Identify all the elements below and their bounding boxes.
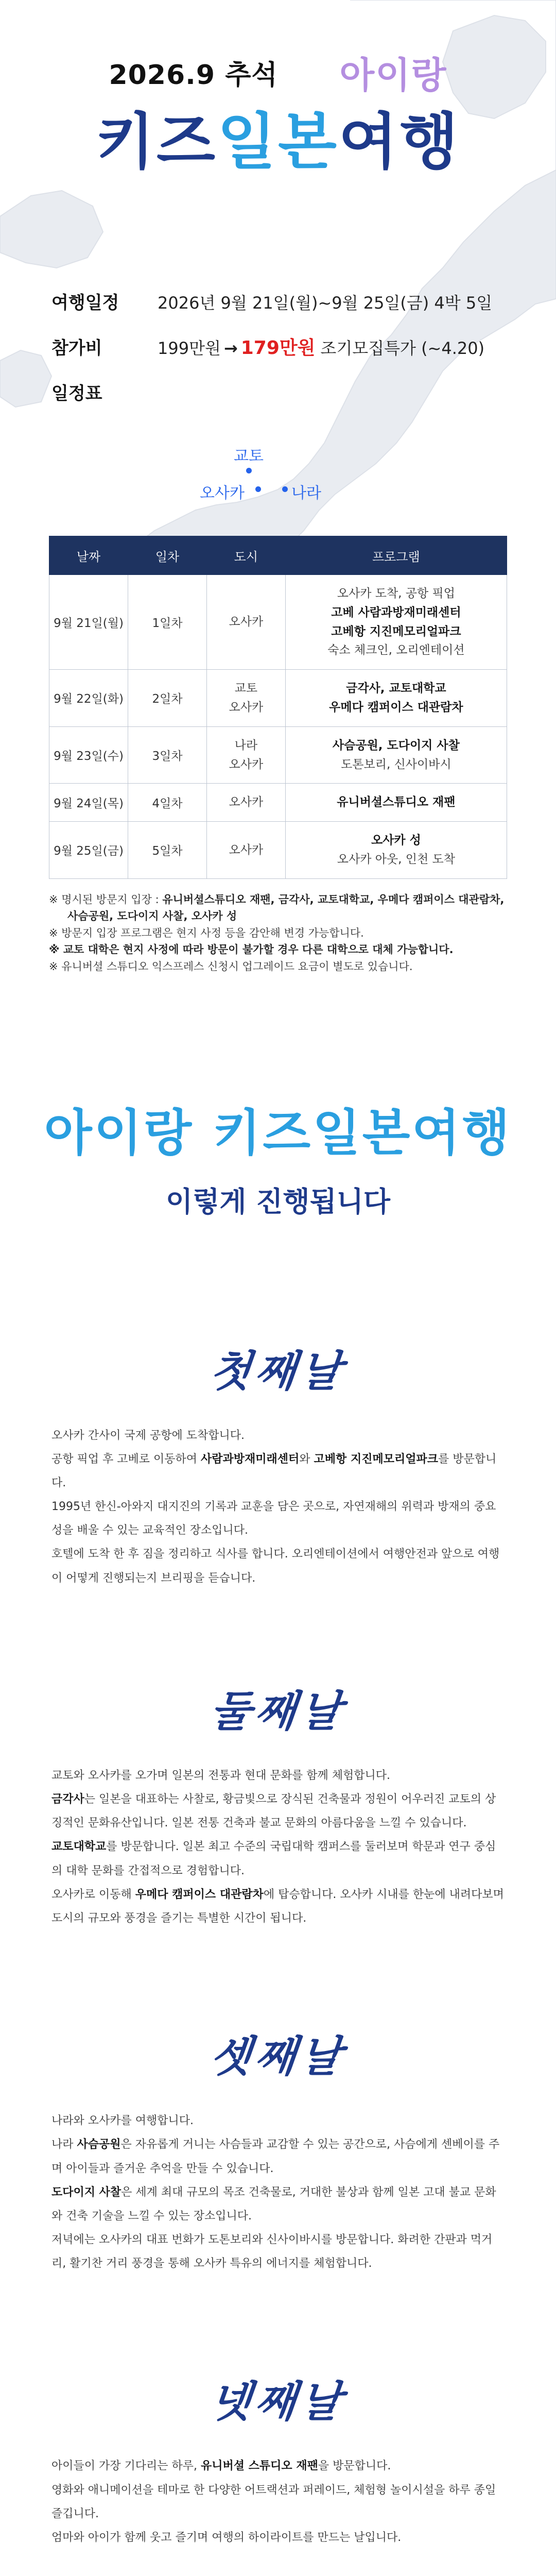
notes xyxy=(49,891,507,975)
schedule-cell-program xyxy=(285,822,507,879)
fee-row xyxy=(51,333,492,360)
day-1-p3: 1995년 한신-아와지 대지진의 기록과 교훈을 담은 곳으로, 자연재해의 위력과 방재의 중요성을 배울 수 있는 교육적인 장소입니다. xyxy=(51,1500,496,1537)
route-map xyxy=(200,443,354,510)
trip-date-title: 2026.9 추석 xyxy=(109,60,278,91)
day-4-p1-end: 을 방문합니다. xyxy=(318,2460,391,2473)
schedule-city-name: 교토 xyxy=(234,682,258,696)
proceed-title: 아이랑 키즈일본여행 xyxy=(44,1104,512,1162)
schedule-program-item: 우메다 캠퍼이스 대관람차 xyxy=(329,700,463,714)
schedule-cell-program xyxy=(285,726,507,784)
hero-section xyxy=(0,0,556,546)
schedule-row xyxy=(49,670,507,727)
day-4-place-usj: 유니버셜 스튜디오 재팬 xyxy=(201,2460,318,2473)
day-1-body xyxy=(51,1424,505,1590)
arrow-icon: → xyxy=(223,338,238,358)
proceed-section-title xyxy=(0,1094,556,1219)
day-4-p1-text: 아이들이 가장 기다리는 하루, xyxy=(51,2460,201,2473)
day-2-place-kyoto-univ: 교토대학교 xyxy=(51,1840,107,1854)
schedule-program-item: 오사카 도착, 공항 픽업 xyxy=(337,587,455,600)
fee-sale-price: 179만원 xyxy=(240,337,316,359)
schedule-program-item: 오사카 아웃, 인천 도착 xyxy=(337,852,455,866)
schedule-city-name: 오사카 xyxy=(229,843,264,857)
day-3-body xyxy=(51,2109,505,2276)
day-3-p2 xyxy=(51,2133,505,2180)
day-4-p2: 영화와 애니메이션을 테마로 한 다양한 어트랙션과 퍼레이드, 체험형 놀이시설을 하루 종일 즐깁니다. xyxy=(51,2483,496,2520)
schedule-cell-city xyxy=(206,822,285,879)
col-header-program: 프로그램 xyxy=(285,536,507,575)
day-2-p3-text: 를 방문합니다. 일본 최고 수준의 국립대학 캠퍼스를 둘러보며 학문과 연구 중심의 대학 문화를 간접적으로 경험합니다. xyxy=(51,1840,496,1877)
day-4-p3: 엄마와 아이가 함께 웃고 즐기며 여행의 하이라이트를 만드는 날입니다. xyxy=(51,2531,402,2544)
schedule-city-name: 오사카 xyxy=(229,757,264,771)
hero-heading xyxy=(67,46,489,176)
main-title-trip: 여행 xyxy=(338,106,460,177)
schedule-row xyxy=(51,289,492,314)
day-3-title: 셋째날 xyxy=(207,2032,348,2082)
schedule-row xyxy=(49,726,507,784)
schedule-cell-city xyxy=(206,726,285,784)
day-4-section xyxy=(51,2368,505,2550)
map-pin-nara-icon xyxy=(282,486,288,492)
day-2-p3 xyxy=(51,1835,505,1883)
day-3-place-deer-park: 사슴공원 xyxy=(77,2138,121,2151)
schedule-city-name: 오사카 xyxy=(229,615,264,629)
day-3-p3 xyxy=(51,2181,505,2228)
col-header-city: 도시 xyxy=(206,536,285,575)
schedule-program-item: 유니버셜스튜디오 재팬 xyxy=(337,795,456,809)
schedule-cell-date: 9월 24일(목) xyxy=(49,784,128,822)
schedule-table-body xyxy=(49,575,507,879)
route-label-nara: 나라 xyxy=(291,484,321,502)
day-2-p4 xyxy=(51,1883,505,1930)
schedule-program-item: 사슴공원, 도다이지 사찰 xyxy=(332,738,460,752)
day-1-place-disaster-center: 사람과방재미래센터 xyxy=(201,1452,300,1466)
note-program-change: ※ 방문지 입장 프로그램은 현지 사정 등을 감안해 변경 가능합니다. xyxy=(49,926,364,939)
schedule-label: 여행일정 xyxy=(51,293,119,313)
day-3-p3-text: 은 세계 최대 규모의 목조 건축물로, 거대한 불상과 함께 일본 고대 불교 문화와 건축 기술을 느낄 수 있는 장소입니다. xyxy=(51,2185,496,2223)
day-1-p2-conj: 와 xyxy=(299,1452,314,1466)
day-4-body xyxy=(51,2454,505,2550)
col-header-day: 일차 xyxy=(128,536,207,575)
day-3-p4: 저녁에는 오사카의 대표 번화가 도톤보리와 신사이바시를 방문합니다. 화려한 간판과 먹거리, 활기찬 거리 풍경을 통해 오사카 특유의 에너지를 체험합니다. xyxy=(51,2233,493,2270)
schedule-program-item: 숙소 체크인, 오리엔테이션 xyxy=(327,643,465,657)
schedule-table xyxy=(49,536,507,879)
day-2-p2-text: 는 일본을 대표하는 사찰로, 황금빛으로 장식된 건축물과 정원이 어우러진 교토의 상징적인 문화유산입니다. 일본 전통 건축과 불교 문화의 아름다움을 느낄 수 있습니다. xyxy=(51,1793,496,1830)
schedule-program-item: 고베항 지진메모리얼파크 xyxy=(331,624,461,638)
day-2-place-kinkakuji: 금각사 xyxy=(51,1793,84,1806)
schedule-table-header xyxy=(49,536,507,575)
schedule-program-item: 고베 사람과방재미래센터 xyxy=(331,605,461,619)
schedule-cell-date: 9월 21일(월) xyxy=(49,575,128,670)
col-header-date: 날짜 xyxy=(49,536,128,575)
day-1-place-memorial-park: 고베항 지진메모리얼파크 xyxy=(314,1452,438,1466)
day-1-section xyxy=(51,1338,505,1590)
schedule-table-wrapper xyxy=(49,536,507,879)
schedule-program-item: 도톤보리, 신사이바시 xyxy=(341,757,451,771)
day-2-section xyxy=(51,1678,505,1930)
trip-info xyxy=(51,289,492,424)
proceed-subtitle: 이렇게 진행됩니다 xyxy=(165,1185,391,1218)
day-1-p1: 오사카 간사이 국제 공항에 도착합니다. xyxy=(51,1429,245,1442)
day-2-place-ferris-wheel: 우메다 캠퍼이스 대관람차 xyxy=(135,1888,264,1901)
note-admission xyxy=(49,891,507,925)
fee-early-bird-note: 조기모집특가 (~4.20) xyxy=(320,338,485,358)
main-title-japan: 일본 xyxy=(217,106,339,177)
day-3-place-todaiji: 도다이지 사찰 xyxy=(51,2185,121,2199)
route-label-kyoto: 교토 xyxy=(234,447,264,465)
note-admission-places: 유니버셜스튜디오 재팬, 금각사, 교토대학교, 우메다 캠퍼이스 대관람차, 사슴공원, 도다이지 사찰, 오사카 성 xyxy=(67,893,505,923)
day-3-p2-text: 나라 xyxy=(51,2138,77,2151)
hero-heading-top xyxy=(67,46,489,98)
with-kids-label: 아이랑 xyxy=(339,54,447,96)
fee-label: 참가비 xyxy=(51,338,102,359)
day-1-p2-end: 를 방문합니다. xyxy=(51,1452,497,1489)
fee-original-price: 199만원 xyxy=(158,338,221,358)
schedule-cell-program xyxy=(285,784,507,822)
day-2-p2 xyxy=(51,1788,505,1835)
schedule-row xyxy=(49,784,507,822)
schedule-row xyxy=(49,575,507,670)
schedule-value: 2026년 9월 21일(월)~9월 25일(금) 4박 5일 xyxy=(158,293,493,313)
day-2-p4-end: 에 탑승합니다. 오사카 시내를 한눈에 내려다보며 도시의 규모와 풍경을 즐기는 특별한 시간이 됩니다. xyxy=(51,1888,504,1925)
day-4-p1 xyxy=(51,2454,505,2478)
itinerary-row xyxy=(51,379,492,404)
day-2-body xyxy=(51,1764,505,1930)
schedule-row xyxy=(49,822,507,879)
schedule-program-item: 금각사, 교토대학교 xyxy=(346,682,446,696)
schedule-city-name: 오사카 xyxy=(229,700,264,714)
day-3-section xyxy=(51,2023,505,2276)
day-4-title: 넷째날 xyxy=(207,2377,348,2427)
schedule-cell-date: 9월 23일(수) xyxy=(49,726,128,784)
schedule-city-name: 오사카 xyxy=(229,795,264,809)
day-1-p2-text: 공항 픽업 후 고베로 이동하여 xyxy=(51,1452,201,1466)
schedule-cell-city xyxy=(206,784,285,822)
main-title-kids: 키즈 xyxy=(96,106,217,177)
schedule-city-name: 나라 xyxy=(234,738,258,752)
schedule-cell-date: 9월 25일(금) xyxy=(49,822,128,879)
note-admission-prefix: ※ 명시된 방문지 입장 : xyxy=(49,893,163,906)
day-1-p2 xyxy=(51,1448,505,1495)
schedule-cell-day: 3일차 xyxy=(128,726,207,784)
main-title xyxy=(67,106,489,177)
schedule-cell-program xyxy=(285,670,507,727)
day-3-p1: 나라와 오사카를 여행합니다. xyxy=(51,2114,194,2128)
day-2-p1: 교토와 오사카를 오가며 일본의 전통과 현대 문화를 함께 체험합니다. xyxy=(51,1769,390,1782)
schedule-cell-day: 2일차 xyxy=(128,670,207,727)
note-express: ※ 유니버셜 스튜디오 익스프레스 신청시 업그레이드 요금이 별도로 있습니다. xyxy=(49,960,413,973)
schedule-cell-day: 5일차 xyxy=(128,822,207,879)
day-2-p4-text: 오사카로 이동해 xyxy=(51,1888,135,1901)
map-pin-kyoto-icon xyxy=(246,468,252,473)
route-label-osaka: 오사카 xyxy=(200,484,245,502)
schedule-program-item: 오사카 성 xyxy=(371,834,421,848)
day-1-p4: 호텔에 도착 한 후 짐을 정리하고 식사를 합니다. 오리엔테이션에서 여행안전과 앞으로 여행이 어떻게 진행되는지 브리핑을 듣습니다. xyxy=(51,1548,500,1585)
day-2-title: 둘째날 xyxy=(207,1686,348,1736)
day-1-title: 첫째날 xyxy=(207,1346,348,1396)
schedule-cell-program xyxy=(285,575,507,670)
note-university: ※ 교토 대학은 현지 사정에 따라 방문이 불가할 경우 다른 대학으로 대체 가능합니다. xyxy=(49,943,454,956)
map-pin-osaka-icon xyxy=(255,486,261,492)
schedule-cell-city xyxy=(206,670,285,727)
itinerary-label: 일정표 xyxy=(51,383,102,404)
schedule-cell-day: 4일차 xyxy=(128,784,207,822)
schedule-cell-day: 1일차 xyxy=(128,575,207,670)
schedule-cell-date: 9월 22일(화) xyxy=(49,670,128,727)
day-3-p2-end: 은 자유롭게 거니는 사슴들과 교감할 수 있는 공간으로, 사슴에게 센베이를 주며 아이들과 즐거운 추억을 만들 수 있습니다. xyxy=(51,2138,500,2175)
schedule-cell-city xyxy=(206,575,285,670)
